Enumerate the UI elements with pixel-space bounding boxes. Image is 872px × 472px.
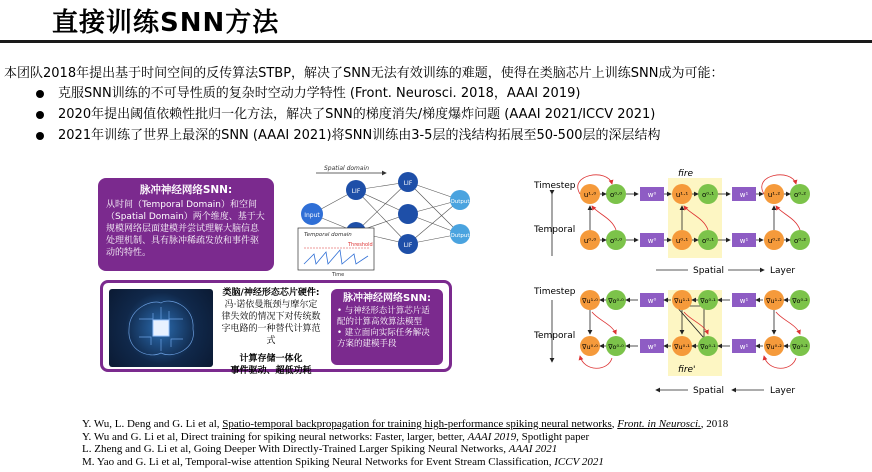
- page-title: 直接训练SNN方法: [52, 8, 280, 38]
- hardware-title: 类脑/神经形态芯片硬件:: [222, 288, 320, 298]
- svg-text:u¹·⁰: u¹·⁰: [583, 191, 597, 199]
- layer-label: Layer: [770, 386, 796, 396]
- spatial-label: Spatial: [693, 386, 724, 396]
- circuit-brain-icon: [109, 289, 213, 367]
- snn-summary-item: • 建立面向实际任务解决方案的建模手段: [337, 328, 430, 349]
- hardware-text: [221, 287, 321, 377]
- svg-text:w¹: w¹: [739, 297, 749, 305]
- svg-text:Threshold: Threshold: [348, 242, 373, 248]
- svg-text:u¹·¹: u¹·¹: [675, 191, 689, 199]
- svg-text:o⁰·⁰: o⁰·⁰: [609, 191, 623, 199]
- temporal-label: Temporal: [534, 225, 576, 235]
- svg-text:w⁰: w⁰: [647, 297, 657, 305]
- snn-network-diagram: [296, 162, 480, 278]
- hardware-body: 冯·诺依曼瓶颈与摩尔定律失效的情况下对传统数字电路的一种替代计算范式: [221, 300, 321, 346]
- fire-prime-label: fire': [678, 365, 696, 375]
- svg-text:w¹: w¹: [739, 237, 749, 245]
- svg-text:Input: Input: [304, 212, 320, 219]
- bullet-item: 2020年提出阈值依赖性批归一化方法，解决了SNN的梯度消失/梯度爆炸问题 (AAAI 2021/ICCV 2021): [36, 104, 661, 125]
- svg-text:∇u⁰·²: ∇u⁰·²: [766, 343, 782, 351]
- bullet-item: 2021年训练了世界上最深的SNN (AAAI 2021)将SNN训练由3-5层的浅结构拓展至50-500层的深层结构: [36, 125, 661, 146]
- svg-text:u¹·²: u¹·²: [767, 191, 781, 199]
- stbp-diagram: [528, 166, 868, 410]
- svg-text:o⁰·¹: o⁰·¹: [701, 237, 715, 245]
- timestep-label: Timestep: [534, 181, 576, 191]
- bullet-item: 克服SNN训练的不可导性质的复杂时空动力学特性 (Front. Neurosci. 2018，AAAI 2019): [36, 83, 661, 104]
- reference-item: Y. Wu and G. Li et al, Direct training for spiking neural networks: Faster, larger, better, AAAI 2019, Spotlight paper: [82, 430, 590, 443]
- svg-text:Output: Output: [450, 233, 470, 239]
- references: [82, 418, 728, 468]
- bullet-list: [36, 83, 661, 146]
- timestep-label: Timestep: [534, 287, 576, 297]
- svg-text:o⁰·¹: o⁰·¹: [701, 191, 715, 199]
- svg-text:∇o⁰·⁰: ∇o⁰·⁰: [608, 343, 624, 351]
- spatial-label: Spatial: [693, 266, 724, 276]
- svg-text:∇o⁰·¹: ∇o⁰·¹: [700, 343, 716, 351]
- svg-text:Output: Output: [450, 199, 470, 205]
- snn-box-body: 从时间（Temporal Domain）和空间（Spatial Domain）两个维度、基于大规模网络层面建模并尝试理解大脑信息处理机制、具有脉冲稀疏发放和事件驱动的特性。: [106, 200, 265, 258]
- svg-text:w¹: w¹: [739, 191, 749, 199]
- svg-text:LIF: LIF: [403, 242, 413, 249]
- svg-text:∇u¹·⁰: ∇u¹·⁰: [582, 297, 598, 305]
- reference-item: L. Zheng and G. Li et al, Going Deeper With Directly-Trained Larger Spiking Neural Networks, AAAI 2021: [82, 443, 558, 455]
- snn-summary-item: • 与神经形态计算芯片适配的计算高效算法模型: [337, 306, 430, 327]
- svg-text:w⁰: w⁰: [647, 237, 657, 245]
- svg-text:∇u¹·¹: ∇u¹·¹: [674, 297, 690, 305]
- svg-text:LIF: LIF: [351, 188, 361, 195]
- net-spatial-label: Spatial domain: [324, 165, 370, 172]
- lif-neuron: [398, 204, 418, 224]
- svg-text:u⁰·¹: u⁰·¹: [675, 237, 689, 245]
- intro-text: 本团队2018年提出基于时间空间的反传算法STBP，解决了SNN无法有效训练的难题，使得在类脑芯片上训练SNN成为可能：: [4, 66, 724, 81]
- snn-description-box: [98, 178, 274, 271]
- svg-text:∇o⁰·²: ∇o⁰·²: [792, 297, 808, 305]
- snn-box-title: 脉冲神经网络SNN:: [139, 184, 233, 196]
- temporal-label: Temporal: [534, 331, 576, 341]
- fire-label: fire: [678, 169, 694, 179]
- layer-label: Layer: [770, 266, 796, 276]
- brain-chip-image: [109, 289, 213, 367]
- snn-summary-box: [331, 289, 443, 365]
- hardware-footer-2: 事件驱动、超低功耗: [230, 366, 312, 376]
- svg-text:∇o⁰·²: ∇o⁰·²: [792, 343, 808, 351]
- svg-text:w¹: w¹: [739, 343, 749, 351]
- reference-item: Y. Wu, L. Deng and G. Li et al, Spatio-temporal backpropagation for training high-performance spiking neural networks, Front. in Neurosci., 2018: [82, 418, 729, 430]
- svg-text:∇o⁰·⁰: ∇o⁰·⁰: [608, 297, 624, 305]
- svg-text:w⁰: w⁰: [647, 343, 657, 351]
- svg-text:∇o⁰·¹: ∇o⁰·¹: [700, 297, 716, 305]
- svg-text:∇u⁰·¹: ∇u⁰·¹: [674, 343, 690, 351]
- reference-item: M. Yao and G. Li et al, Temporal-wise attention Spiking Neural Networks for Event Stream Classification, ICCV 2021: [82, 455, 604, 468]
- svg-text:Temporal domain: Temporal domain: [304, 232, 352, 238]
- svg-text:o⁰·²: o⁰·²: [793, 237, 807, 245]
- svg-text:∇u¹·²: ∇u¹·²: [766, 297, 782, 305]
- svg-text:o⁰·²: o⁰·²: [793, 191, 807, 199]
- svg-text:u⁰·⁰: u⁰·⁰: [583, 237, 597, 245]
- svg-text:w⁰: w⁰: [647, 191, 657, 199]
- svg-text:LIF: LIF: [403, 180, 413, 187]
- svg-text:Time: Time: [332, 272, 345, 278]
- snn-summary-title: 脉冲神经网络SNN:: [343, 293, 431, 304]
- hardware-footer-1: 计算存储一体化: [239, 354, 303, 364]
- svg-text:o⁰·⁰: o⁰·⁰: [609, 237, 623, 245]
- svg-text:∇u⁰·⁰: ∇u⁰·⁰: [582, 343, 598, 351]
- svg-text:u⁰·²: u⁰·²: [767, 237, 781, 245]
- title-rule: [0, 40, 872, 43]
- hardware-panel: [100, 280, 452, 376]
